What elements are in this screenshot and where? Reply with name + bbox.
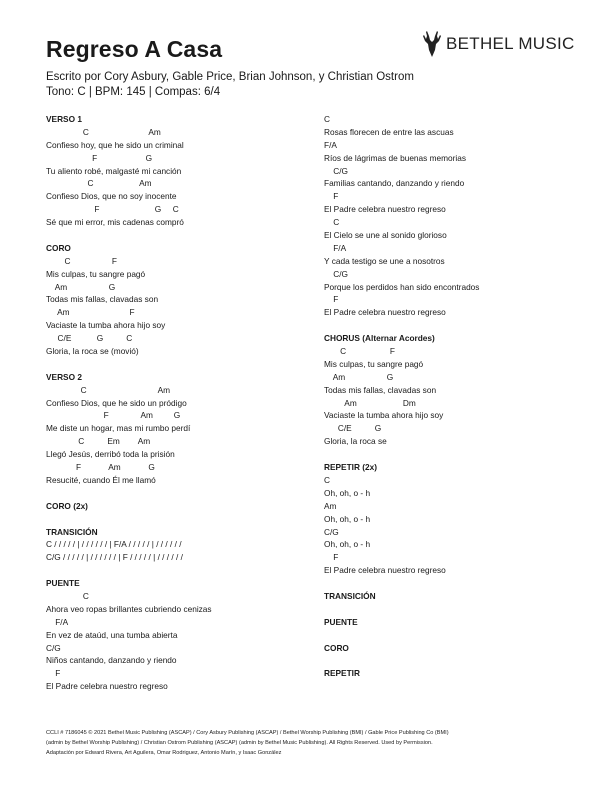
lyric-line: F Am G xyxy=(46,462,155,473)
lyric-line: Am G xyxy=(324,371,394,382)
lyric-line: F/A xyxy=(46,616,69,627)
lyric-line: Mis culpas, tu sangre pagó xyxy=(46,268,146,279)
section-heading: REPETIR xyxy=(324,668,360,679)
writers-line: Escrito por Cory Asbury, Gable Price, Brian Johnson, y Christian Ostrom xyxy=(46,71,414,83)
lyric-line: F/A xyxy=(324,242,347,253)
right-column xyxy=(324,113,574,680)
song-title: Regreso A Casa xyxy=(46,36,223,62)
section-heading: CORO (2x) xyxy=(46,500,88,511)
lyric-line: Niños cantando, danzando y riendo xyxy=(46,655,177,666)
lyric-line: Todas mis fallas, clavadas son xyxy=(324,384,437,395)
song-meta: Tono: C | BPM: 145 | Compas: 6/4 xyxy=(46,86,221,98)
lyric-line: Am Dm xyxy=(324,397,416,408)
lyric-line: C / / / / / | / / / / / / | F/A / / / / / | / / / / / / xyxy=(46,539,182,550)
lyric-line: Confieso Dios, que no soy inocente xyxy=(46,191,177,202)
logo-text: BETHEL MUSIC xyxy=(446,34,575,53)
lyric-line: Vaciaste la tumba ahora hijo soy xyxy=(324,410,444,421)
lyric-line: Tu aliento robé, malgasté mi canción xyxy=(46,165,182,176)
section-heading: REPETIR (2x) xyxy=(324,462,378,473)
lyric-line: Am G xyxy=(46,281,116,292)
spacer xyxy=(324,629,574,642)
lyric-line: C Em Am xyxy=(46,436,151,447)
spacer xyxy=(46,564,306,577)
lyric-line: Vaciaste la tumba ahora hijo soy xyxy=(46,320,166,331)
section-heading: TRANSICIÓN xyxy=(46,526,98,537)
lyric-line: Sé que mi error, mis cadenas compró xyxy=(46,217,184,228)
lyric-line: Me diste un hogar, mas mi rumbo perdí xyxy=(46,423,191,434)
spacer xyxy=(324,319,574,332)
lyric-line: F G xyxy=(46,152,153,163)
section-heading: PUENTE xyxy=(324,616,358,627)
lyric-line: C xyxy=(46,590,89,601)
spacer xyxy=(324,448,574,461)
left-column xyxy=(46,113,306,693)
lyric-line: C F xyxy=(324,346,395,357)
lyric-line: Gloria, la roca se (movió) xyxy=(46,346,139,357)
lyric-line: El Cielo se une al sonido glorioso xyxy=(324,230,447,241)
lyric-line: Oh, oh, o - h xyxy=(324,487,371,498)
lyric-line: F/A xyxy=(324,139,337,150)
lyric-line: El Padre celebra nuestro regreso xyxy=(324,204,446,215)
bethel-music-logo xyxy=(422,30,575,58)
lyric-line: Familias cantando, danzando y riendo xyxy=(324,178,465,189)
spacer xyxy=(324,603,574,616)
footer-line: Adaptación por Edward Rivera, Art Aguilera, Omar Rodriguez, Antonio Marín, y Isaac González xyxy=(46,750,282,757)
lyric-line: Mis culpas, tu sangre pagó xyxy=(324,358,424,369)
lyric-line: El Padre celebra nuestro regreso xyxy=(324,307,446,318)
spacer xyxy=(46,513,306,526)
lyric-line: C Am xyxy=(46,178,152,189)
lyric-line: F xyxy=(324,552,339,563)
section-heading: CORO xyxy=(324,642,349,653)
lyric-line: Porque los perdidos han sido encontrados xyxy=(324,281,480,292)
lyric-line: C/E G xyxy=(324,423,382,434)
copyright-footer xyxy=(46,728,576,759)
lyric-line: C xyxy=(324,217,340,228)
deer-antler-icon xyxy=(422,30,442,58)
spacer xyxy=(46,229,306,242)
lyric-line: C/G xyxy=(324,165,348,176)
section-heading: CHORUS (Alternar Acordes) xyxy=(324,333,435,344)
lyric-line: En vez de ataúd, una tumba abierta xyxy=(46,629,178,640)
lyric-line: Llegó Jesús, derribó toda la prisión xyxy=(46,449,175,460)
lyric-line: C F xyxy=(46,255,117,266)
lyric-line: C/G xyxy=(324,526,339,537)
lyric-line: Y cada testigo se une a nosotros xyxy=(324,255,445,266)
footer-line: (admin by Bethel Worship Publishing) / Christian Ostrom Publishing (ASCAP) (admin by Bethel Music Publishing). All Rights Reserved. Used by Permission. xyxy=(46,740,433,747)
lyric-line: F xyxy=(324,294,339,305)
section-heading: VERSO 2 xyxy=(46,371,82,382)
lyric-line: Gloria, la roca se xyxy=(324,436,387,447)
lyric-line: F xyxy=(324,191,339,202)
spacer xyxy=(324,577,574,590)
lyric-line: C Am xyxy=(46,126,161,137)
lyric-line: C xyxy=(324,474,330,485)
section-heading: PUENTE xyxy=(46,578,80,589)
lyric-line: El Padre celebra nuestro regreso xyxy=(46,681,168,692)
spacer xyxy=(324,654,574,667)
lyric-line: Rosas florecen de entre las ascuas xyxy=(324,126,454,137)
lyric-line: Todas mis fallas, clavadas son xyxy=(46,294,159,305)
lyric-line: C/E G C xyxy=(46,333,133,344)
lyric-line: Confieso Dios, que he sido un pródigo xyxy=(46,397,187,408)
lyric-line: Confieso hoy, que he sido un criminal xyxy=(46,139,184,150)
lyric-line: C/G xyxy=(46,642,61,653)
lyric-line: Ahora veo ropas brillantes cubriendo cenizas xyxy=(46,603,212,614)
section-heading: CORO xyxy=(46,242,71,253)
lyric-line: C/G / / / / / | / / / / / / | F / / / / / | / / / / / / xyxy=(46,552,183,563)
lyric-line: Am xyxy=(324,500,337,511)
footer-line: CCLI # 7186045 © 2021 Bethel Music Publishing (ASCAP) / Cory Asbury Publishing (ASCAP) / Bethel Worship Publishing (BMI) / Gable Price Publishing Co (BMI) xyxy=(46,730,449,736)
song-info xyxy=(46,70,414,100)
lyric-line: El Padre celebra nuestro regreso xyxy=(324,565,446,576)
lyric-line: C/G xyxy=(324,268,348,279)
lyric-line: Ríos de lágrimas de buenas memorias xyxy=(324,152,467,163)
section-heading: VERSO 1 xyxy=(46,114,82,124)
lyric-line: Resucité, cuando Él me llamó xyxy=(46,474,156,485)
lyric-line: C Am xyxy=(46,384,171,395)
lyric-line: F xyxy=(46,668,61,679)
spacer xyxy=(46,358,306,371)
section-heading: TRANSICIÓN xyxy=(324,590,376,601)
lyric-line: F G C xyxy=(46,204,179,215)
lyric-line: F Am G xyxy=(46,410,181,421)
lyric-line: Am F xyxy=(46,307,135,318)
lyric-line: C xyxy=(324,114,330,124)
lyric-line: Oh, oh, o - h xyxy=(324,513,371,524)
spacer xyxy=(46,487,306,500)
lyric-line: Oh, oh, o - h xyxy=(324,539,371,550)
